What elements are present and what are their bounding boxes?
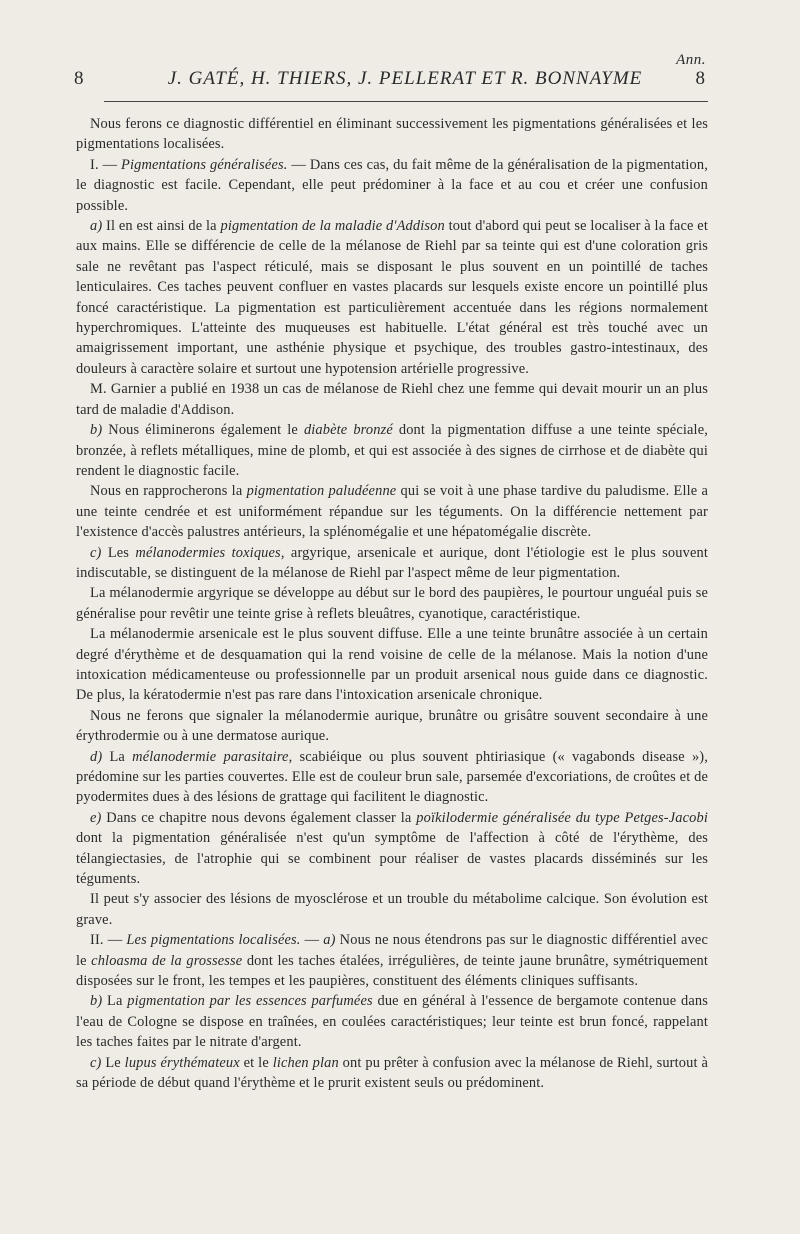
text-run: tout d'abord qui peut se localiser à la face et aux mains. Elle se différencie de celle de la mélanose de Riehl par sa teinte qui est d'une coloration gris sale ne revêtant pas l'aspect réticulé, mais se disposant le plus souvent en un pointillé de taches lenticulaires. Ces taches peuvent confluer en vastes placards sur lesquels existe encore un pointillé plus foncé caractéristique. La pigmentation est particulièrement accentuée dans les régions normalement hyperchromiques. L'atteinte des muqueuses est habituelle. L'état général est très touché avec un amaigrissement important, une asthénie physique et psychique, des troubles gastro-intestinaux, des douleurs à caractère solaire et surtout une hypotension artérielle progressive.: [76, 218, 708, 377]
italic-run: mélanodermies toxiques: [135, 544, 281, 561]
text-run: Nous ferons ce diagnostic différentiel en éliminant successivement les pigmentations généralisées et les pigmentations localisées.: [76, 116, 708, 153]
text-run: due en général à l'essence de bergamote contenue dans l'eau de Cologne se dispose en traînées, en coulées caractéristiques; leur teinte est brun foncé, rappelant les taches faites par le nitrate d'argent.: [76, 993, 708, 1051]
journal-abbreviation: Ann.: [676, 52, 706, 68]
text-run: —: [300, 932, 324, 949]
italic-run: c): [90, 544, 102, 561]
paragraph: [76, 808, 708, 890]
text-run: Nous en rapprocherons la: [90, 483, 247, 500]
italic-run: chloasma de la grossesse: [91, 952, 243, 969]
paragraph: [76, 706, 708, 747]
paragraph: [76, 543, 708, 584]
paragraph: [76, 747, 708, 808]
authors-line: J. GATÉ, H. THIERS, J. PELLERAT ET R. BONNAYME: [167, 68, 643, 89]
italic-run: d): [90, 748, 103, 765]
italic-run: b): [90, 993, 103, 1010]
italic-run: pigmentation paludéenne: [246, 483, 397, 500]
text-run: — Dans ces cas, du fait même de la généralisation de la pigmentation, le diagnostic est facile. Cependant, elle peut prédominer à la face et au cou et créer une confusion possible.: [76, 156, 708, 214]
paragraph: [76, 114, 708, 155]
text-run: Le: [101, 1054, 125, 1071]
italic-run: lichen plan: [272, 1054, 339, 1071]
paragraph: [76, 1053, 708, 1094]
paragraph: [76, 583, 708, 624]
paragraph: [76, 155, 708, 216]
italic-run: a): [90, 218, 103, 235]
text-run: I. —: [90, 156, 122, 173]
text-run: , argyrique, arsenicale et aurique, dont l'étiologie est le plus souvent indiscutable, se distinguent de la mélanose de Riehl par l'aspect même de leur pigmentation.: [76, 544, 708, 581]
text-run: qui se voit à une phase tardive du paludisme. Elle a une teinte cendrée et est uniformément répandue sur les téguments. On la différencie nettement par l'existence d'accès palustres antérieurs, la splénomégalie et une hépatomégalie discrète.: [76, 483, 709, 541]
paragraph: [76, 481, 708, 542]
text-run: Les: [101, 544, 136, 561]
text-run: La mélanodermie arsenicale est le plus souvent diffuse. Elle a une teinte brunâtre associée à un certain degré d'érythème et de desquamation qui la rend voisine de celle de la mélanose. Mais la notion d'une intoxication médicamenteuse ou professionnelle par un produit arsenical nous guide dans ce diagnostic. De plus, la kératodermie n'est pas rare dans l'intoxication arsenicale chronique.: [76, 626, 708, 704]
text-run: La: [102, 748, 133, 765]
italic-run: Pigmentations généralisées.: [121, 156, 288, 173]
running-head: [74, 68, 706, 94]
italic-run: pigmentation par les essences parfumées: [127, 993, 373, 1010]
italic-run: e): [90, 809, 102, 826]
italic-run: Les pigmentations localisées.: [126, 932, 301, 949]
page-number-left: 8: [74, 68, 85, 89]
italic-run: diabète bronzé: [303, 422, 393, 439]
article-body: [76, 114, 708, 1094]
text-run: Nous ne nous étendrons pas sur le diagnostic différentiel avec le: [76, 932, 708, 969]
text-run: Il peut s'y associer des lésions de myosclérose et un trouble du métabolime calcique. Son évolution est grave.: [76, 891, 708, 928]
italic-run: mélanodermie parasitaire: [132, 748, 289, 765]
italic-run: pigmentation de la maladie d'Addison: [220, 218, 445, 235]
paragraph: [76, 379, 708, 420]
paragraph: [76, 991, 708, 1052]
italic-run: a): [323, 932, 336, 949]
paragraph: [76, 889, 708, 930]
text-run: dont la pigmentation diffuse a une teinte spéciale, bronzée, à reflets métalliques, mine de plomb, et qui est associée à des signes de cirrhose et de diabète qui rendent le diagnostic facile.: [76, 422, 708, 479]
paragraph: [76, 216, 708, 379]
text-run: Nous ne ferons que signaler la mélanodermie aurique, brunâtre ou grisâtre souvent secondaire à une érythrodermie ou à une dermatose aurique.: [76, 707, 708, 745]
text-run: Dans ce chapitre nous devons également classer la: [101, 809, 417, 826]
text-run: dont les taches étalées, irrégulières, de teinte jaune brunâtre, symétriquement disposées sur le front, les tempes et les paupières, constituent des éléments cliniques suffisants.: [76, 952, 708, 990]
paragraph: [76, 624, 708, 706]
header-rule: [104, 101, 708, 102]
paragraph: [76, 930, 708, 991]
text-run: et le: [239, 1054, 273, 1071]
paragraph: [76, 420, 708, 481]
italic-run: c): [90, 1054, 102, 1071]
italic-run: poïkilodermie généralisée du type Petges-Jacobi: [416, 809, 709, 826]
text-run: M. Garnier a publié en 1938 un cas de mélanose de Riehl chez une femme qui devait mourir un an plus tard de maladie d'Addison.: [76, 381, 708, 418]
text-run: La mélanodermie argyrique se développe au début sur le bord des paupières, le pourtour unguéal puis se généralise pour revêtir une teinte grise à reflets bleuâtres, cyanotique, caractéristique.: [76, 585, 708, 622]
text-run: Il en est ainsi de la: [102, 218, 221, 235]
text-run: La: [102, 993, 128, 1010]
text-run: dont la pigmentation généralisée n'est qu'un symptôme de l'affection à côté de l'érythème, des télangiectasies, de l'atrophie qui se combinent pour réaliser de vastes placards disséminés sur les téguments.: [76, 830, 708, 888]
page-number-right: 8: [695, 68, 706, 89]
text-run: Nous éliminerons également le: [102, 422, 304, 439]
text-run: ont pu prêter à confusion avec la mélanose de Riehl, surtout à sa période de début quand l'érythème et le prurit existent seuls ou prédominent.: [76, 1054, 708, 1092]
italic-run: lupus érythémateux: [124, 1054, 240, 1071]
text-run: , scabiéique ou plus souvent phtiriasique (« vagabonds disease »), prédomine sur les parties couvertes. Elle est de couleur brun sale, parsemée d'excoriations, de croûtes et de pyodermites dues à des lésions de grattage qui facilitent le diagnostic.: [76, 748, 708, 806]
text-run: II. —: [90, 932, 127, 949]
italic-run: b): [90, 422, 103, 439]
